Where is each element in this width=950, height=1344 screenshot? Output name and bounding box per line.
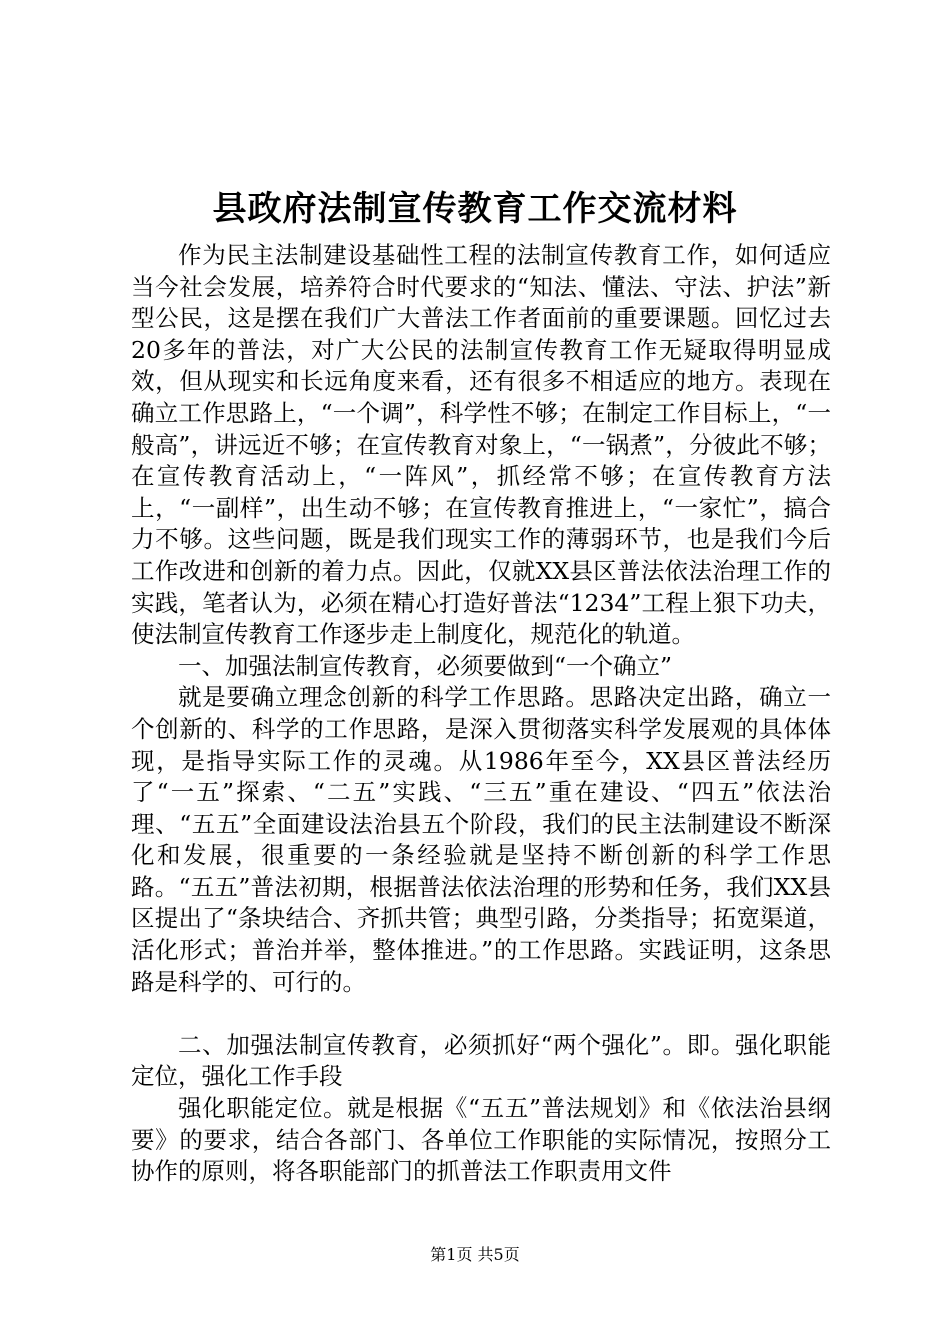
document-body	[131, 240, 831, 1188]
paragraph-spacer	[131, 998, 831, 1030]
section-heading-1: 一、加强法制宣传教育，必须要做到“一个确立”	[178, 651, 673, 680]
paragraph-intro: 作为民主法制建设基础性工程的法制宣传教育工作，如何适应当今社会发展，培养符合时代要求的“知法、懂法、守法、护法”新型公民，这是摆在我们广大普法工作者面前的重要课题。回忆过去20多年的普法，对广大公民的法制宣传教育工作无疑取得明显成效，但从现实和长远角度来看，还有很多不相适应的地方。表现在确立工作思路上，“一个调”，科学性不够；在制定工作目标上，“一般高”，讲远近不够；在宣传教育对象上，“一锅煮”，分彼此不够；在宣传教育活动上，“一阵风”，抓经常不够；在宣传教育方法上，“一副样”，出生动不够；在宣传教育推进上，“一家忙”，搞合力不够。这些问题，既是我们现实工作的薄弱环节，也是我们今后工作改进和创新的着力点。因此，仅就XX县区普法依法治理工作的实践，笔者认为，必须在精心打造好普法“1234”工程上狠下功夫，使法制宣传教育工作逐步走上制度化，规范化的轨道。	[131, 241, 831, 649]
section-heading-2: 二、加强法制宣传教育，必须抓好“两个强化”。即。强化职能定位，强化工作手段	[131, 1030, 831, 1091]
page-footer: 第1页 共5页	[430, 1245, 520, 1264]
paragraph-section-1: 就是要确立理念创新的科学工作思路。思路决定出路，确立一个创新的、科学的工作思路，是深入贯彻落实科学发展观的具体体现，是指导实际工作的灵魂。从1986年至今，XX县区普法经历了“一五”探索、“二五”实践、“三五”重在建设、“四五”依法治理、“五五”全面建设法治县五个阶段，我们的民主法制建设不断深化和发展，很重要的一条经验就是坚持不断创新的科学工作思路。“五五”普法初期，根据普法依法治理的形势和任务，我们XX县区提出了“条块结合、齐抓共管；典型引路，分类指导；拓宽渠道，活化形式；普治并举，整体推进。”的工作思路。实践证明，这条思路是科学的、可行的。	[131, 683, 831, 996]
paragraph-section-2: 强化职能定位。就是根据《“五五”普法规划》和《依法治县纲要》的要求，结合各部门、各单位工作职能的实际情况，按照分工协作的原则，将各职能部门的抓普法工作职责用文件	[131, 1094, 831, 1186]
page-title: 县政府法制宣传教育工作交流材料	[212, 189, 738, 229]
